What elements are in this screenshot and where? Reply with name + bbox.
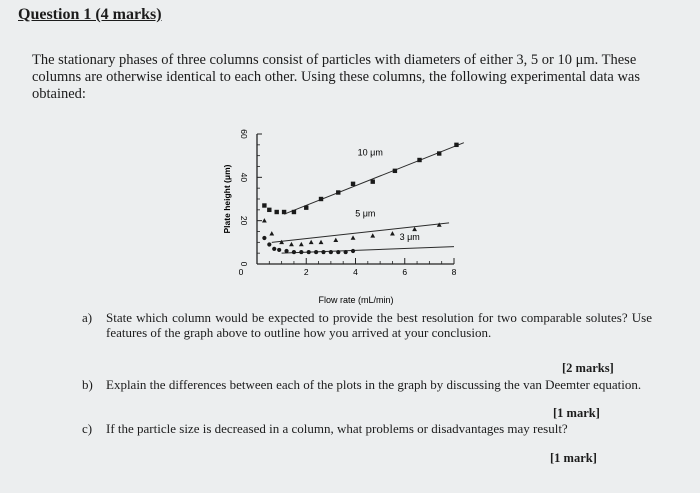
part-b-label: b)	[82, 377, 93, 392]
data-point	[262, 236, 266, 240]
data-point	[299, 250, 303, 254]
part-c-marks: [1 mark]	[550, 451, 597, 465]
data-point	[351, 235, 356, 239]
data-point	[336, 190, 340, 194]
part-c-label: c)	[82, 421, 93, 436]
question-heading: Question 1 (4 marks)	[18, 6, 162, 23]
part-c-text: If the particle size is decreased in a column, what problems or disadvantages may result?	[106, 421, 568, 436]
x-tick-label: 4	[353, 267, 358, 277]
data-point	[262, 218, 267, 222]
data-point	[333, 238, 338, 242]
data-point	[304, 205, 308, 209]
y-tick-label: 0	[239, 261, 249, 267]
plate-height-chart	[216, 122, 466, 312]
x-axis-title: Flow rate (mL/min)	[318, 295, 394, 305]
data-point	[336, 250, 340, 254]
data-point	[319, 240, 324, 244]
data-point	[299, 242, 304, 246]
data-point	[393, 169, 397, 173]
part-b-text: Explain the differences between each of the plots in the graph by discussing the van Deemter equation.	[106, 377, 642, 392]
question-intro: The stationary phases of three columns consist of particles with diameters of either 3, 5 or 10 μm. These columns are otherwise identical to each other. Using these columns, the following experimental data was obtained:	[32, 52, 641, 102]
data-point	[437, 151, 441, 155]
data-point	[351, 182, 355, 186]
data-point	[309, 240, 314, 244]
series-annotations	[355, 148, 420, 243]
chart-svg	[216, 122, 466, 307]
data-point	[351, 249, 355, 253]
data-point	[307, 250, 311, 254]
part-a-marks: [2 marks]	[562, 361, 614, 375]
part-a-label: a)	[82, 310, 93, 325]
series-annotation: 3 μm	[399, 232, 420, 243]
data-point	[370, 233, 375, 237]
data-point	[412, 227, 417, 231]
y-tick-label: 60	[239, 129, 249, 139]
data-point	[344, 250, 348, 254]
data-point	[292, 210, 296, 214]
data-point	[269, 231, 274, 235]
data-point	[289, 242, 294, 246]
data-point	[454, 143, 458, 147]
data-point	[417, 158, 421, 162]
x-tick-label: 2	[303, 267, 309, 277]
y-tick-label: 40	[239, 172, 249, 183]
x-origin-label: 0	[238, 267, 244, 277]
x-tick-label: 6	[402, 267, 408, 277]
data-point	[282, 210, 286, 214]
data-point	[284, 249, 288, 253]
data-point	[319, 197, 323, 201]
x-tick-label: 8	[451, 267, 457, 277]
series-annotation: 10 μm	[357, 147, 383, 158]
data-point	[321, 250, 325, 254]
series-annotation: 5 μm	[355, 208, 376, 219]
fit-lines	[272, 143, 464, 254]
data-points	[262, 143, 459, 255]
data-point	[329, 250, 333, 254]
fit-line	[272, 223, 449, 243]
y-axis-title: Plate height (μm)	[222, 164, 232, 234]
data-point	[277, 248, 281, 252]
data-point	[262, 203, 266, 207]
axis-ticks	[239, 129, 457, 277]
data-point	[267, 242, 271, 246]
data-point	[371, 179, 375, 183]
data-point	[275, 210, 279, 214]
data-point	[272, 247, 276, 251]
y-tick-label: 20	[239, 215, 249, 226]
data-point	[390, 231, 395, 235]
part-b-marks: [1 mark]	[553, 406, 600, 420]
data-point	[292, 250, 296, 254]
data-point	[314, 250, 318, 254]
part-a-text: State which column would be expected to provide the best resolution for two comparable solutes? Use features of the graph above to outline how you arrived at your conclusion.	[106, 310, 652, 340]
data-point	[267, 208, 271, 212]
